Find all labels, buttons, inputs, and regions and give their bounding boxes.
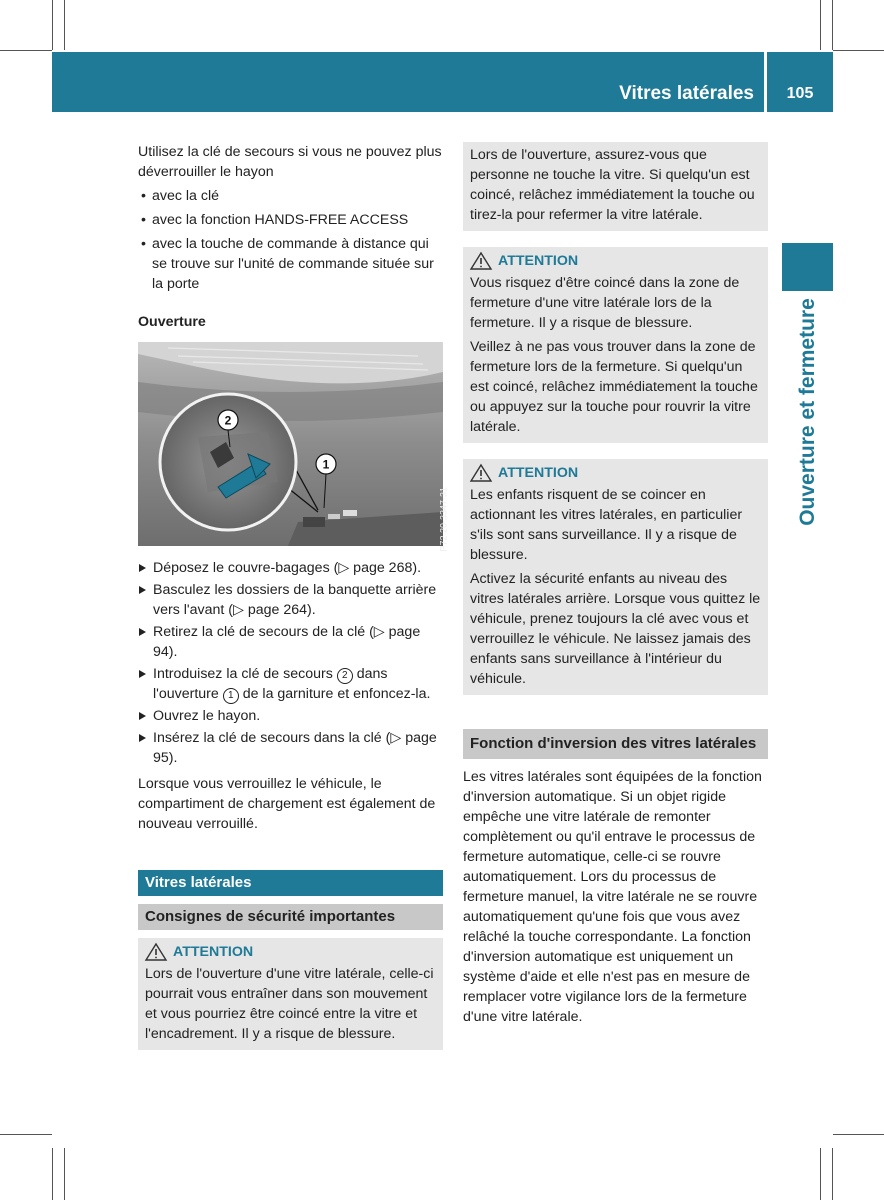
- warning-triangle-icon: [470, 252, 492, 270]
- warning-header: [470, 463, 761, 483]
- warning-header: [470, 251, 761, 271]
- callout-2: 2: [224, 413, 232, 428]
- right-column: [463, 142, 768, 1031]
- page-number: 105: [786, 85, 814, 102]
- ouverture-heading: Ouverture: [138, 314, 206, 330]
- bullet-item: • avec la fonction HANDS-FREE ACCESS: [138, 210, 443, 230]
- crop-mark: [820, 0, 821, 50]
- warning-triangle-icon: [145, 943, 167, 961]
- warning-text: Veillez à ne pas vous trouver dans la zone de fermeture lors de la fermeture. Si quelqu'un est coincé, relâchez immédiatement la touche ou appuyez sur la touche pour rouvrir la vitre latérale.: [470, 339, 758, 435]
- chapter-label-text: Ouverture et fermeture: [796, 298, 819, 526]
- crop-mark: [820, 1148, 821, 1200]
- note-text: Lors de l'ouverture, assurez-vous que personne ne touche la vitre. Si quelqu'un est coincé, relâchez immédiatement la touche ou tirez-la pour refermer la vitre latérale.: [470, 147, 755, 223]
- warning-text: Lors de l'ouverture d'une vitre latérale, celle-ci pourrait vous entraîner dans son mouvement et vous pourriez être coincé entre la vitre et l'encadrement. Il y a risque de blessure.: [145, 966, 434, 1042]
- warning-box: [463, 459, 768, 695]
- crop-mark: [833, 1134, 884, 1135]
- warning-text: Les enfants risquent de se coincer en actionnant les vitres latérales, en particulier s'ils sont sans surveillance. Il y a risque de blessure.: [470, 487, 743, 563]
- warning-box: [138, 938, 443, 1050]
- step-item: [138, 664, 443, 704]
- crop-mark: [64, 0, 65, 50]
- warning-box: [463, 247, 768, 443]
- step-text: dans l'ouverture: [153, 666, 388, 702]
- crop-mark: [0, 50, 52, 51]
- subsection-heading: Consignes de sécurité importantes: [138, 904, 443, 930]
- step-item: Déposez le couvre-bagages (▷ page 268).: [138, 558, 443, 578]
- step-item: Retirez la clé de secours de la clé (▷ page 94).: [138, 622, 443, 662]
- warning-text: Activez la sécurité enfants au niveau des vitres latérales arrière. Lorsque vous quittez le véhicule, prenez toujours la clé avec vous et verrouillez le véhicule. Ne laissez jamais des enfants sans surveillance à l'intérieur du véhicule.: [470, 571, 761, 687]
- figure-code: P72.20-3347-31: [439, 487, 449, 552]
- warning-label: ATTENTION: [498, 465, 579, 481]
- crop-mark: [64, 1148, 65, 1200]
- crop-mark: [0, 1134, 52, 1135]
- step-item: Ouvrez le hayon.: [138, 706, 443, 726]
- page-title: Vitres latérales: [619, 83, 754, 104]
- bullet-item: • avec la clé: [138, 186, 443, 206]
- crop-mark: [52, 1148, 53, 1200]
- callout-ref-2: 2: [337, 668, 353, 684]
- note-box: [463, 142, 768, 231]
- chapter-tab: [782, 243, 833, 291]
- subsection-heading: Fonction d'inversion des vitres latérales: [463, 729, 768, 759]
- body-paragraph: Les vitres latérales sont équipées de la fonction d'inversion automatique. Si un objet rigide empêche une vitre latérale de remonter complètement ou qu'il entrave le processus de fermeture automatique, celle-ci se rouvre automatiquement. Lors du processus de fermeture manuel, la vitre latérale ne se rouvre automatiquement qu'une fois que vous avez relâché la touche correspondante. La fonction d'inversion automatique est uniquement un système d'aide et elle n'est pas en mesure de remplacer votre vigilance lors de la fermeture d'une vitre latérale.: [463, 769, 762, 1025]
- crop-mark: [832, 1148, 833, 1200]
- crop-mark: [832, 0, 833, 50]
- page-number-box: [767, 52, 833, 112]
- callout-1: 1: [322, 457, 330, 472]
- intro-paragraph: Utilisez la clé de secours si vous ne pouvez plus déverrouiller le hayon: [138, 144, 442, 180]
- step-text: Introduisez la clé de secours: [153, 666, 337, 682]
- warning-triangle-icon: [470, 464, 492, 482]
- closing-paragraph: Lorsque vous verrouillez le véhicule, le compartiment de chargement est également de nouveau verrouillé.: [138, 776, 436, 832]
- step-list: [138, 558, 443, 768]
- step-text: de la garniture et enfoncez-la.: [238, 686, 431, 702]
- page-header: [52, 52, 764, 112]
- warning-text: Vous risquez d'être coincé dans la zone de fermeture d'une vitre latérale lors de la fermeture. Il y a risque de blessure.: [470, 275, 740, 331]
- step-item: Insérez la clé de secours dans la clé (▷ page 95).: [138, 728, 443, 768]
- crop-mark: [833, 50, 884, 51]
- left-column: [138, 142, 449, 1050]
- callout-ref-1: 1: [223, 688, 239, 704]
- illustration-svg: [138, 342, 443, 546]
- bullet-item: • avec la touche de commande à distance qui se trouve sur l'unité de commande située sur la porte: [138, 234, 443, 294]
- step-item: Basculez les dossiers de la banquette arrière vers l'avant (▷ page 264).: [138, 580, 443, 620]
- bullet-list: [138, 186, 443, 294]
- section-heading: Vitres latérales: [138, 870, 443, 896]
- warning-label: ATTENTION: [173, 944, 254, 960]
- warning-label: ATTENTION: [498, 253, 579, 269]
- warning-header: [145, 942, 436, 962]
- crop-mark: [52, 0, 53, 50]
- tailgate-illustration: [138, 342, 449, 552]
